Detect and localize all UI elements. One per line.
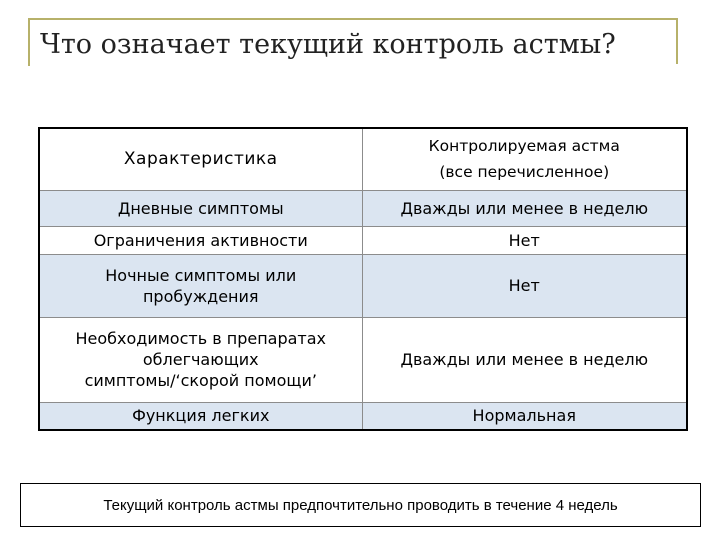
- header-characteristic: Характеристика: [39, 128, 362, 190]
- row-controlled-value: Дважды или менее в неделю: [362, 317, 687, 402]
- table-row: [39, 190, 687, 226]
- row-controlled-value: Дважды или менее в неделю: [362, 190, 687, 226]
- row-characteristic-line: пробуждения: [142, 286, 259, 306]
- table-header-row: [39, 128, 687, 190]
- row-characteristic: Ограничения активности: [39, 226, 362, 254]
- footer-note: Текущий контроль астмы предпочтительно проводить в течение 4 недель: [20, 483, 701, 527]
- header-controlled-line1: Контролируемая астма: [428, 137, 620, 156]
- row-characteristic-line: Ночные симптомы или: [105, 265, 297, 285]
- asthma-control-table: [38, 127, 688, 431]
- row-controlled-value: Нет: [362, 226, 687, 254]
- row-controlled-value: Нормальная: [362, 402, 687, 430]
- title-frame-left-bar: [28, 18, 30, 66]
- table-row: [39, 226, 687, 254]
- row-characteristic-line: облегчающих: [142, 350, 259, 369]
- row-characteristic: Дневные симптомы: [39, 190, 362, 226]
- slide-title: Что означает текущий контроль астмы?: [40, 29, 616, 60]
- row-characteristic: Функция легких: [39, 402, 362, 430]
- row-characteristic: [39, 317, 362, 402]
- row-characteristic-line: симптомы/‘скорой помощи’: [84, 371, 317, 390]
- row-controlled-value: Нет: [362, 254, 687, 317]
- table-row: [39, 254, 687, 317]
- header-controlled-asthma: [362, 128, 687, 190]
- table-row: [39, 317, 687, 402]
- table-row: [39, 402, 687, 430]
- row-characteristic: [39, 254, 362, 317]
- header-controlled-line2: (все перечисленное): [439, 163, 610, 182]
- row-characteristic-line: Необходимость в препаратах: [75, 329, 327, 348]
